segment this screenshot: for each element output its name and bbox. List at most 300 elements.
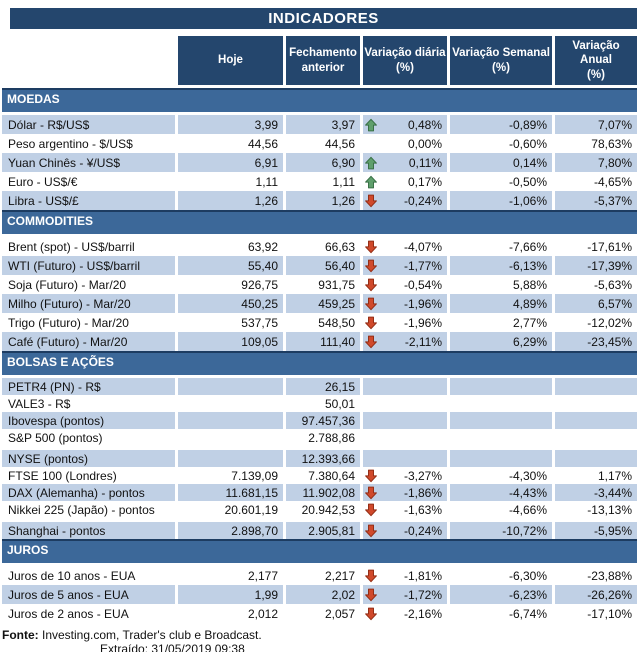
section-commodities: [2, 237, 637, 351]
column-header-prev-close: [286, 36, 360, 85]
cell-value: 0,00%: [407, 136, 442, 151]
cell-daily-change: [363, 566, 447, 585]
cell-value: 5,88%: [512, 277, 547, 292]
cell-today: [178, 115, 283, 134]
cell-daily-change: [363, 450, 447, 467]
cell-today: [178, 395, 283, 412]
cell-today: [178, 275, 283, 294]
cell-value: Juros de 10 anos - EUA: [8, 568, 136, 583]
down-arrow-icon: [365, 240, 377, 253]
cell-weekly-change: [450, 501, 552, 518]
cell-value: -1,06%: [508, 193, 547, 208]
cell-daily-change: [363, 412, 447, 429]
cell-value: 2.905,81: [308, 523, 355, 538]
cell-value: -4,30%: [508, 468, 547, 483]
table-row: [2, 501, 637, 518]
cell-value: 50,01: [324, 396, 355, 411]
cell-prev-close: [286, 501, 360, 518]
table-row: [2, 412, 637, 429]
cell-today: [178, 237, 283, 256]
cell-weekly-change: [450, 134, 552, 153]
footer: [2, 628, 637, 652]
cell-value: 0,17%: [407, 174, 442, 189]
cell-value: -7,66%: [508, 239, 547, 254]
cell-weekly-change: [450, 566, 552, 585]
cell-value: Euro - US$/€: [8, 174, 78, 189]
cell-prev-close: [286, 191, 360, 210]
cell-value: Peso argentino - $/US$: [8, 136, 133, 151]
cell-daily-change: [363, 585, 447, 604]
cell-value: -0,54%: [403, 277, 442, 292]
table-row: [2, 450, 637, 467]
cell-today: [178, 294, 283, 313]
cell-annual-change: [555, 237, 637, 256]
cell-annual-change: [555, 501, 637, 518]
down-arrow-icon: [365, 335, 377, 348]
cell-value: 0,48%: [407, 117, 442, 132]
cell-value: 7,80%: [597, 155, 632, 170]
cell-annual-change: [555, 332, 637, 351]
cell-value: -6,30%: [508, 568, 547, 583]
section-header-juros: JUROS: [2, 539, 637, 563]
cell-value: 56,40: [324, 258, 355, 273]
cell-prev-close: [286, 484, 360, 501]
cell-weekly-change: [450, 378, 552, 395]
cell-value: -23,45%: [587, 334, 632, 349]
cell-prev-close: [286, 172, 360, 191]
table-row: [2, 237, 637, 256]
cell-value: -1,96%: [403, 296, 442, 311]
cell-annual-change: [555, 522, 637, 539]
cell-value: Ibovespa (pontos): [8, 413, 105, 428]
cell-prev-close: [286, 275, 360, 294]
cell-daily-change: [363, 313, 447, 332]
row-label: [2, 429, 175, 446]
cell-prev-close: [286, 429, 360, 446]
cell-value: 6,90: [331, 155, 355, 170]
table-row: [2, 191, 637, 210]
cell-daily-change: [363, 332, 447, 351]
cell-weekly-change: [450, 115, 552, 134]
table-row: [2, 522, 637, 539]
cell-value: -4,07%: [403, 239, 442, 254]
cell-weekly-change: [450, 294, 552, 313]
cell-daily-change: [363, 275, 447, 294]
cell-annual-change: [555, 566, 637, 585]
cell-value: Shanghai - pontos: [8, 523, 106, 538]
cell-annual-change: [555, 585, 637, 604]
down-arrow-icon: [365, 486, 377, 499]
row-label: [2, 134, 175, 153]
cell-value: 1,26: [331, 193, 355, 208]
cell-value: 44,56: [247, 136, 278, 151]
cell-value: -5,95%: [593, 523, 632, 538]
table-row: [2, 256, 637, 275]
cell-value: 109,05: [241, 334, 278, 349]
row-label: [2, 172, 175, 191]
cell-today: [178, 378, 283, 395]
cell-value: 1,11: [332, 174, 355, 189]
cell-annual-change: [555, 484, 637, 501]
cell-weekly-change: [450, 395, 552, 412]
cell-today: [178, 172, 283, 191]
cell-value: 63,92: [247, 239, 278, 254]
cell-today: [178, 134, 283, 153]
cell-weekly-change: [450, 412, 552, 429]
cell-prev-close: [286, 522, 360, 539]
cell-value: -4,65%: [593, 174, 632, 189]
cell-daily-change: [363, 294, 447, 313]
cell-weekly-change: [450, 484, 552, 501]
table-row: [2, 115, 637, 134]
row-label: [2, 332, 175, 351]
row-label: [2, 313, 175, 332]
table-row: [2, 294, 637, 313]
table-row: [2, 172, 637, 191]
cell-prev-close: [286, 450, 360, 467]
header-spacer: [2, 36, 175, 85]
row-label: [2, 237, 175, 256]
cell-value: -1,81%: [403, 568, 442, 583]
cell-daily-change: [363, 256, 447, 275]
cell-weekly-change: [450, 522, 552, 539]
cell-value: Soja (Futuro) - Mar/20: [8, 277, 127, 292]
row-label: [2, 467, 175, 484]
cell-value: -2,16%: [403, 606, 442, 621]
up-arrow-icon: [365, 118, 377, 131]
cell-annual-change: [555, 313, 637, 332]
cell-value: 1,26: [254, 193, 278, 208]
section-header-moedas: MOEDAS: [2, 88, 637, 112]
cell-prev-close: [286, 134, 360, 153]
cell-daily-change: [363, 191, 447, 210]
column-header-label: (%): [396, 61, 414, 74]
cell-value: 26,15: [324, 379, 355, 394]
cell-value: FTSE 100 (Londres): [8, 468, 117, 483]
section-header-commodities: COMMODITIES: [2, 210, 637, 234]
cell-annual-change: [555, 256, 637, 275]
cell-annual-change: [555, 191, 637, 210]
down-arrow-icon: [365, 524, 377, 537]
cell-annual-change: [555, 115, 637, 134]
cell-value: DAX (Alemanha) - pontos: [8, 485, 145, 500]
source-text: Investing.com, Trader's club e Broadcast.: [38, 628, 262, 642]
column-header-label: anterior: [301, 61, 345, 74]
cell-value: -4,66%: [508, 502, 547, 517]
column-header-label: Variação diária: [364, 47, 446, 60]
cell-value: 111,40: [320, 334, 355, 349]
cell-value: -4,43%: [508, 485, 547, 500]
row-label: [2, 585, 175, 604]
cell-daily-change: [363, 467, 447, 484]
cell-daily-change: [363, 429, 447, 446]
cell-value: 44,56: [324, 136, 355, 151]
row-label: [2, 566, 175, 585]
page-title: INDICADORES: [10, 8, 637, 29]
cell-annual-change: [555, 275, 637, 294]
cell-value: 55,40: [247, 258, 278, 273]
cell-weekly-change: [450, 237, 552, 256]
cell-value: 931,75: [318, 277, 355, 292]
cell-annual-change: [555, 412, 637, 429]
table-row: [2, 484, 637, 501]
cell-value: 4,89%: [512, 296, 547, 311]
cell-annual-change: [555, 604, 637, 623]
table-row: [2, 395, 637, 412]
cell-today: [178, 467, 283, 484]
table-row: [2, 134, 637, 153]
table-row: [2, 313, 637, 332]
cell-value: Juros de 5 anos - EUA: [8, 587, 129, 602]
cell-value: -3,27%: [403, 468, 442, 483]
cell-value: 548,50: [318, 315, 355, 330]
cell-today: [178, 256, 283, 275]
table-row: [2, 332, 637, 351]
cell-weekly-change: [450, 332, 552, 351]
cell-prev-close: [286, 332, 360, 351]
row-label: [2, 501, 175, 518]
cell-value: 7.139,09: [231, 468, 278, 483]
cell-value: 12.393,66: [301, 451, 355, 466]
cell-annual-change: [555, 450, 637, 467]
row-label: [2, 275, 175, 294]
cell-value: -0,60%: [508, 136, 547, 151]
cell-value: 2,012: [247, 606, 278, 621]
cell-value: PETR4 (PN) - R$: [8, 379, 101, 394]
cell-value: Juros de 2 anos - EUA: [8, 606, 129, 621]
cell-value: 6,57%: [597, 296, 632, 311]
cell-today: [178, 585, 283, 604]
cell-prev-close: [286, 256, 360, 275]
cell-daily-change: [363, 134, 447, 153]
section-header-bolsas: BOLSAS E AÇÕES: [2, 351, 637, 375]
table-row: [2, 429, 637, 446]
cell-prev-close: [286, 115, 360, 134]
cell-weekly-change: [450, 585, 552, 604]
cell-value: 7.380,64: [308, 468, 355, 483]
table-row: [2, 153, 637, 172]
down-arrow-icon: [365, 194, 377, 207]
row-label: [2, 604, 175, 623]
cell-value: 3,97: [331, 117, 355, 132]
row-label: [2, 153, 175, 172]
down-arrow-icon: [365, 569, 377, 582]
cell-weekly-change: [450, 256, 552, 275]
row-label: [2, 378, 175, 395]
cell-value: S&P 500 (pontos): [8, 430, 103, 445]
column-header-today: [178, 36, 283, 85]
cell-daily-change: [363, 378, 447, 395]
cell-value: -6,13%: [508, 258, 547, 273]
cell-today: [178, 429, 283, 446]
cell-value: 2,057: [324, 606, 355, 621]
cell-value: -17,10%: [587, 606, 632, 621]
up-arrow-icon: [365, 175, 377, 188]
cell-value: 2.898,70: [231, 523, 278, 538]
cell-annual-change: [555, 294, 637, 313]
cell-value: 2,02: [331, 587, 355, 602]
row-label: [2, 395, 175, 412]
row-label: [2, 256, 175, 275]
cell-value: -17,61%: [587, 239, 632, 254]
cell-value: 1,99: [254, 587, 278, 602]
cell-weekly-change: [450, 172, 552, 191]
cell-value: -6,23%: [508, 587, 547, 602]
row-label: [2, 412, 175, 429]
cell-value: -13,13%: [587, 502, 632, 517]
column-header-label: Variação Anual: [572, 39, 620, 67]
cell-value: 97.457,36: [301, 413, 355, 428]
down-arrow-icon: [365, 297, 377, 310]
cell-value: 2,77%: [512, 315, 547, 330]
cell-value: -0,89%: [508, 117, 547, 132]
cell-value: Milho (Futuro) - Mar/20: [8, 296, 131, 311]
cell-annual-change: [555, 153, 637, 172]
cell-value: Café (Futuro) - Mar/20: [8, 334, 128, 349]
cell-prev-close: [286, 378, 360, 395]
cell-prev-close: [286, 566, 360, 585]
cell-value: -12,02%: [587, 315, 632, 330]
cell-value: 11.902,08: [302, 485, 355, 500]
cell-today: [178, 484, 283, 501]
cell-value: 6,29%: [512, 334, 547, 349]
cell-value: Dólar - R$/US$: [8, 117, 90, 132]
cell-today: [178, 604, 283, 623]
cell-value: Libra - US$/£: [8, 193, 79, 208]
cell-daily-change: [363, 237, 447, 256]
cell-weekly-change: [450, 275, 552, 294]
cell-prev-close: [286, 604, 360, 623]
cell-value: -1,96%: [403, 315, 442, 330]
cell-value: Brent (spot) - US$/barril: [8, 239, 135, 254]
down-arrow-icon: [365, 278, 377, 291]
cell-annual-change: [555, 429, 637, 446]
cell-daily-change: [363, 172, 447, 191]
row-label: [2, 294, 175, 313]
cell-value: 66,63: [324, 239, 355, 254]
cell-today: [178, 501, 283, 518]
cell-today: [178, 522, 283, 539]
cell-weekly-change: [450, 429, 552, 446]
table-row: [2, 585, 637, 604]
cell-today: [178, 191, 283, 210]
table-row: [2, 566, 637, 585]
cell-value: 3,99: [254, 117, 278, 132]
column-header-annual-change: [555, 36, 637, 85]
cell-value: NYSE (pontos): [8, 451, 89, 466]
cell-value: 926,75: [241, 277, 278, 292]
cell-today: [178, 412, 283, 429]
cell-value: -6,74%: [508, 606, 547, 621]
cell-annual-change: [555, 172, 637, 191]
cell-prev-close: [286, 294, 360, 313]
source-line: [2, 628, 637, 642]
cell-daily-change: [363, 395, 447, 412]
cell-daily-change: [363, 604, 447, 623]
column-header-weekly-change: [450, 36, 552, 85]
cell-value: VALE3 - R$: [8, 396, 71, 411]
section-moedas: [2, 115, 637, 210]
cell-weekly-change: [450, 604, 552, 623]
cell-value: -0,24%: [403, 193, 442, 208]
cell-value: -1,63%: [403, 502, 442, 517]
cell-today: [178, 332, 283, 351]
cell-today: [178, 566, 283, 585]
cell-value: WTI (Futuro) - US$/barril: [8, 258, 141, 273]
cell-value: -5,63%: [593, 277, 632, 292]
cell-value: 0,14%: [512, 155, 547, 170]
cell-value: 7,07%: [597, 117, 632, 132]
up-arrow-icon: [365, 156, 377, 169]
cell-value: -1,86%: [403, 485, 442, 500]
cell-annual-change: [555, 467, 637, 484]
cell-value: -3,44%: [593, 485, 632, 500]
cell-prev-close: [286, 313, 360, 332]
down-arrow-icon: [365, 503, 377, 516]
cell-value: -17,39%: [587, 258, 632, 273]
cell-today: [178, 450, 283, 467]
cell-annual-change: [555, 378, 637, 395]
cell-value: 1,11: [255, 174, 278, 189]
table-row: [2, 378, 637, 395]
column-header-label: Hoje: [218, 54, 243, 67]
column-header-row: [2, 36, 637, 85]
section-bolsas: [2, 378, 637, 539]
column-header-label: Fechamento: [289, 47, 357, 60]
cell-daily-change: [363, 153, 447, 172]
cell-daily-change: [363, 484, 447, 501]
cell-value: 459,25: [318, 296, 355, 311]
down-arrow-icon: [365, 259, 377, 272]
cell-annual-change: [555, 134, 637, 153]
row-label: [2, 450, 175, 467]
column-header-label: Variação Semanal: [452, 47, 550, 60]
cell-value: 2,177: [247, 568, 278, 583]
column-header-daily-change: [363, 36, 447, 85]
cell-daily-change: [363, 115, 447, 134]
cell-prev-close: [286, 467, 360, 484]
cell-value: 20.942,53: [301, 502, 355, 517]
cell-value: 78,63%: [591, 136, 632, 151]
table-row: [2, 467, 637, 484]
extraction-timestamp: Extraído: 31/05/2019 09:38: [100, 642, 245, 652]
cell-value: Yuan Chinês - ¥/US$: [8, 155, 121, 170]
cell-weekly-change: [450, 313, 552, 332]
cell-value: -23,88%: [587, 568, 632, 583]
cell-value: 0,11%: [408, 155, 442, 170]
row-label: [2, 115, 175, 134]
down-arrow-icon: [365, 607, 377, 620]
source-label: Fonte:: [2, 628, 39, 642]
cell-value: -5,37%: [593, 193, 632, 208]
cell-value: Nikkei 225 (Japão) - pontos: [8, 502, 155, 517]
cell-prev-close: [286, 412, 360, 429]
cell-daily-change: [363, 501, 447, 518]
table-body: [2, 88, 637, 623]
cell-value: 450,25: [241, 296, 278, 311]
cell-value: 11.681,15: [225, 485, 278, 500]
cell-value: -1,77%: [403, 258, 442, 273]
column-header-label: (%): [492, 61, 510, 74]
cell-value: 537,75: [241, 315, 278, 330]
table-row: [2, 275, 637, 294]
cell-value: 6,91: [254, 155, 278, 170]
cell-weekly-change: [450, 450, 552, 467]
cell-today: [178, 153, 283, 172]
cell-value: 20.601,19: [224, 502, 278, 517]
cell-value: -26,26%: [587, 587, 632, 602]
row-label: [2, 522, 175, 539]
